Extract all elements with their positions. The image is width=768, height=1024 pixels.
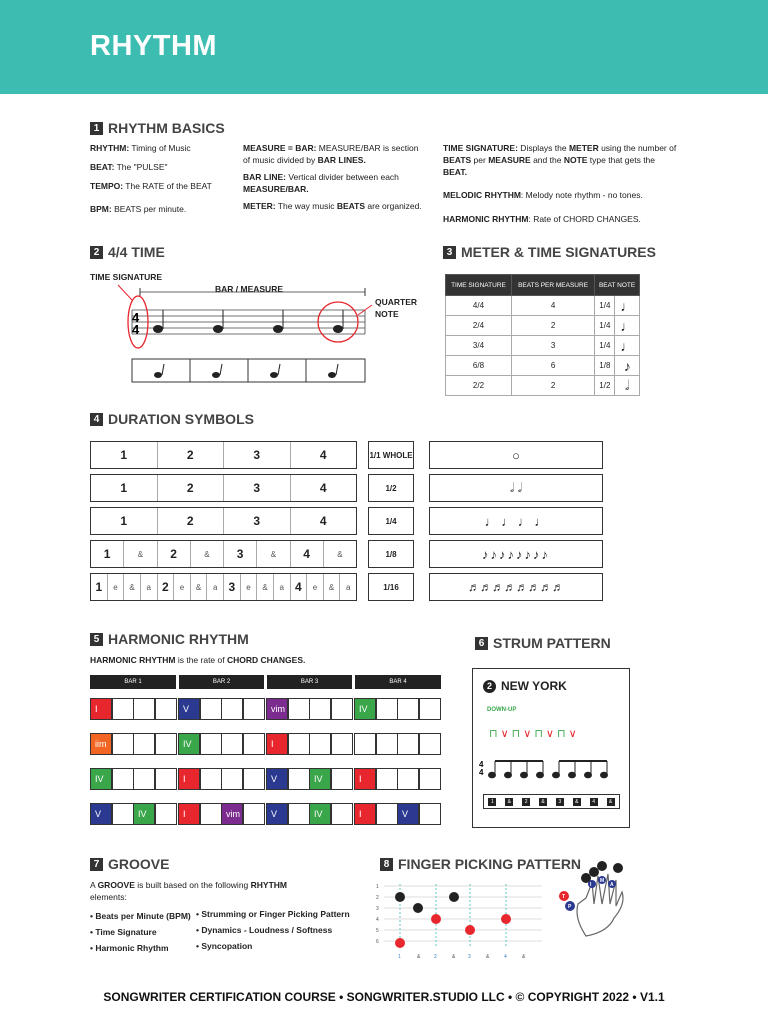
svg-text:&: & [522, 954, 526, 960]
strum-beat-row: 1 & 2 & 3 & 4 & [483, 794, 620, 809]
table-row: 2/2 2 1/2 𝅗𝅥 [446, 376, 640, 396]
rhythm-basics-col2: MEASURE = BAR: MEASURE/BAR is section of music divided by BAR LINES. BAR LINE: Vertical divider between each MEASURE/BAR. METER: The way music BEATS are organized. [243, 143, 422, 211]
harmonic-chord-cell [354, 733, 376, 755]
svg-text:T: T [562, 894, 566, 900]
harmonic-chord-cell [419, 803, 441, 825]
harmonic-chord-cell [221, 768, 243, 790]
harmonic-chord-cell [155, 803, 177, 825]
section-number: 6 [475, 637, 488, 650]
harmonic-chord-cell [376, 803, 398, 825]
harmonic-intro: HARMONIC RHYTHM is the rate of CHORD CHANGES. [90, 655, 306, 665]
svg-text:A: A [610, 882, 614, 888]
svg-text:3: 3 [376, 906, 379, 912]
section-title-text: FINGER PICKING PATTERN [398, 856, 582, 872]
harmonic-chord-cell [155, 733, 177, 755]
strum-direction-label: DOWN-UP [487, 707, 517, 713]
bar-header: BAR 4 [355, 675, 441, 689]
harmonic-chord-cell [221, 698, 243, 720]
svg-text:M: M [600, 878, 605, 884]
section-title-text: METER & TIME SIGNATURES [461, 244, 656, 260]
meter-table [445, 274, 640, 396]
section-number: 1 [90, 122, 103, 135]
harmonic-chord-cell [243, 698, 265, 720]
strum-notation [479, 755, 623, 781]
harmonic-chord-cell: vim [266, 698, 288, 720]
harmonic-chord-cell [243, 733, 265, 755]
harmonic-chord-cell [309, 698, 331, 720]
harmonic-chord-cell: IV [133, 803, 155, 825]
table-header: BEATS PER MEASURE [511, 275, 594, 296]
section-number: 3 [443, 246, 456, 259]
bar-measure-label: BAR / MEASURE [215, 284, 284, 294]
harmonic-chord-cell [419, 698, 441, 720]
harmonic-chord-cell [288, 733, 310, 755]
harmonic-chord-cell [288, 698, 310, 720]
duration-label: 1/4 [368, 507, 414, 535]
harmonic-chord-cell: V [178, 698, 200, 720]
harmonic-chord-cell: V [266, 803, 288, 825]
table-row: 2/4 2 1/4 ♩ [446, 316, 640, 336]
section-title-text: 4/4 TIME [108, 244, 165, 260]
svg-text:2: 2 [376, 895, 379, 901]
section-four-four-title [90, 244, 165, 260]
duration-notes: 𝅗𝅥 𝅗𝅥 [429, 474, 603, 502]
harmonic-chord-cell: V [266, 768, 288, 790]
harmonic-chord-cell [243, 768, 265, 790]
table-header: TIME SIGNATURE [446, 275, 512, 296]
harmonic-chord-cell [200, 733, 222, 755]
duration-notes: ○ [429, 441, 603, 469]
duration-count-row: 1 2 3 4 [90, 441, 357, 469]
svg-text:3: 3 [468, 954, 471, 960]
harmonic-chord-cell: V [397, 803, 419, 825]
harmonic-chord-cell [331, 698, 353, 720]
harmonic-chord-cell [133, 768, 155, 790]
table-header: BEAT NOTE [595, 275, 640, 296]
svg-text:4: 4 [479, 760, 484, 769]
staff-quarter-notes [153, 310, 343, 333]
section-fingerpicking-title [380, 856, 581, 872]
bar-header: BAR 2 [179, 675, 264, 689]
harmonic-chord-cell: I [90, 698, 112, 720]
svg-text:5: 5 [376, 928, 379, 934]
harmonic-chord-cell [112, 733, 134, 755]
harmonic-chord-cell [155, 768, 177, 790]
table-row: 3/4 3 1/4 ♩ [446, 336, 640, 356]
harmonic-chord-cell [419, 768, 441, 790]
harmonic-chord-cell [112, 698, 134, 720]
harmonic-chord-cell [243, 803, 265, 825]
groove-list-2: • Strumming or Finger Picking Pattern • Dynamics - Loudness / Softness • Syncopation [196, 909, 350, 951]
quarter-note-label-2: NOTE [375, 309, 399, 319]
section-groove-title [90, 856, 169, 872]
svg-text:2: 2 [434, 954, 437, 960]
harmonic-chord-cell: IV [309, 768, 331, 790]
svg-text:4: 4 [376, 917, 379, 923]
harmonic-chord-cell: V [90, 803, 112, 825]
section-title-text: GROOVE [108, 856, 170, 872]
harmonic-chord-cell [200, 803, 222, 825]
harmonic-chord-cell: I [354, 803, 376, 825]
svg-text:6: 6 [376, 939, 379, 945]
harmonic-chord-cell [376, 768, 398, 790]
harmonic-chord-cell [309, 733, 331, 755]
section-title-text: RHYTHM BASICS [108, 120, 225, 136]
harmonic-chord-cell: IV [354, 698, 376, 720]
section-meter-title [443, 244, 656, 260]
groove-list-1: • Beats per Minute (BPM) • Time Signature • Harmonic Rhythm [90, 911, 191, 953]
groove-intro: A GROOVE is built based on the following RHYTHM elements: [90, 880, 288, 902]
duration-notes: ♬♬♬♬♬♬♬♬ [429, 573, 603, 601]
duration-notes: ♩ ♩ ♩ ♩ [429, 507, 603, 535]
harmonic-chord-cell [155, 698, 177, 720]
svg-text:&: & [452, 954, 456, 960]
duration-label: 1/2 [368, 474, 414, 502]
strum-arrows: ⊓∨⊓∨⊓∨⊓∨ [489, 728, 580, 740]
hand-fingers-icon [556, 858, 646, 940]
fingerpicking-tab [372, 880, 552, 962]
svg-text:1: 1 [376, 884, 379, 890]
svg-text:&: & [417, 954, 421, 960]
duration-label: 1/16 [368, 573, 414, 601]
duration-label: 1/8 [368, 540, 414, 568]
section-title-text: STRUM PATTERN [493, 635, 611, 651]
rhythm-basics-col1: RHYTHM: Timing of Music BEAT: The "PULSE" TEMPO: The RATE of the BEAT BPM: BEATS per minute. [90, 143, 212, 214]
footer-copyright: SONGWRITER CERTIFICATION COURSE • SONGWRITER.STUDIO LLC • © COPYRIGHT 2022 • V1.1 [103, 990, 665, 1004]
harmonic-chord-cell [376, 733, 398, 755]
harmonic-chord-cell: I [266, 733, 288, 755]
harmonic-chord-cell [288, 803, 310, 825]
section-duration-title [90, 411, 254, 427]
section-rhythm-basics-title [90, 120, 225, 136]
harmonic-chord-cell: IV [178, 733, 200, 755]
harmonic-chord-cell [331, 733, 353, 755]
section-number: 5 [90, 633, 103, 646]
page-title: RHYTHM [90, 30, 218, 62]
ts-top: 4 [132, 310, 140, 325]
harmonic-chord-cell [331, 768, 353, 790]
table-row: 6/8 6 1/8 ♪ [446, 356, 640, 376]
harmonic-chord-cell: IV [309, 803, 331, 825]
harmonic-chord-cell: vim [221, 803, 243, 825]
section-harmonic-title [90, 631, 249, 647]
harmonic-chord-cell [112, 768, 134, 790]
svg-text:I: I [590, 882, 592, 888]
duration-count-row: 1 2 3 4 [90, 507, 357, 535]
harmonic-chord-cell: iim [90, 733, 112, 755]
svg-text:4: 4 [479, 768, 484, 777]
duration-label: 1/1 WHOLE [368, 441, 414, 469]
table-row: 4/4 4 1/4 ♩ [446, 296, 640, 316]
harmonic-chord-cell: I [178, 768, 200, 790]
svg-text:4: 4 [504, 954, 507, 960]
strum-card-title: 2 NEW YORK [483, 679, 567, 693]
duration-count-row: 1 2 3 4 [90, 474, 357, 502]
section-number: 2 [90, 246, 103, 259]
section-number: 4 [90, 413, 103, 426]
harmonic-chord-cell [221, 733, 243, 755]
harmonic-chord-cell [376, 698, 398, 720]
time-signature-label: TIME SIGNATURE [90, 272, 163, 282]
harmonic-chord-cell [419, 733, 441, 755]
harmonic-chord-cell [200, 698, 222, 720]
harmonic-chord-cell [397, 768, 419, 790]
harmonic-chord-cell: I [178, 803, 200, 825]
section-strum-title [475, 635, 611, 651]
quarter-note-label-1: QUARTER [375, 297, 418, 307]
harmonic-chord-cell: IV [90, 768, 112, 790]
harmonic-chord-cell [397, 733, 419, 755]
svg-text:P: P [568, 904, 572, 910]
svg-text:1: 1 [398, 954, 401, 960]
section-title-text: HARMONIC RHYTHM [108, 631, 249, 647]
harmonic-chord-cell: I [354, 768, 376, 790]
duration-count-row: 1 & 2 & 3 & 4 & [90, 540, 357, 568]
harmonic-chord-cell [397, 698, 419, 720]
ts-bottom: 4 [132, 322, 140, 337]
bar-header: BAR 1 [90, 675, 176, 689]
harmonic-chord-cell [112, 803, 134, 825]
harmonic-chord-cell [200, 768, 222, 790]
harmonic-chord-cell [133, 733, 155, 755]
harmonic-chord-cell [288, 768, 310, 790]
staff-diagram [90, 280, 380, 390]
box-quarter-notes [154, 364, 338, 378]
svg-text:&: & [486, 954, 490, 960]
section-number: 8 [380, 858, 393, 871]
bar-header: BAR 3 [267, 675, 352, 689]
rhythm-basics-col3: TIME SIGNATURE: Displays the METER using the number of BEATS per MEASURE and the NOTE type that gets the BEAT. MELODIC RHYTHM: Melody note rhythm - no tones. HARMONIC RHYTHM: Rate of CHORD CHANGES. [443, 143, 677, 224]
duration-count-row: 1 e & a 2 e & a 3 e & a 4 e & a [90, 573, 357, 601]
strum-card [472, 668, 630, 828]
duration-notes: ♪♪♪♪♪♪♪♪ [429, 540, 603, 568]
harmonic-chord-cell [331, 803, 353, 825]
page-header [0, 0, 768, 94]
harmonic-chord-cell [133, 698, 155, 720]
section-number: 7 [90, 858, 103, 871]
section-title-text: DURATION SYMBOLS [108, 411, 254, 427]
